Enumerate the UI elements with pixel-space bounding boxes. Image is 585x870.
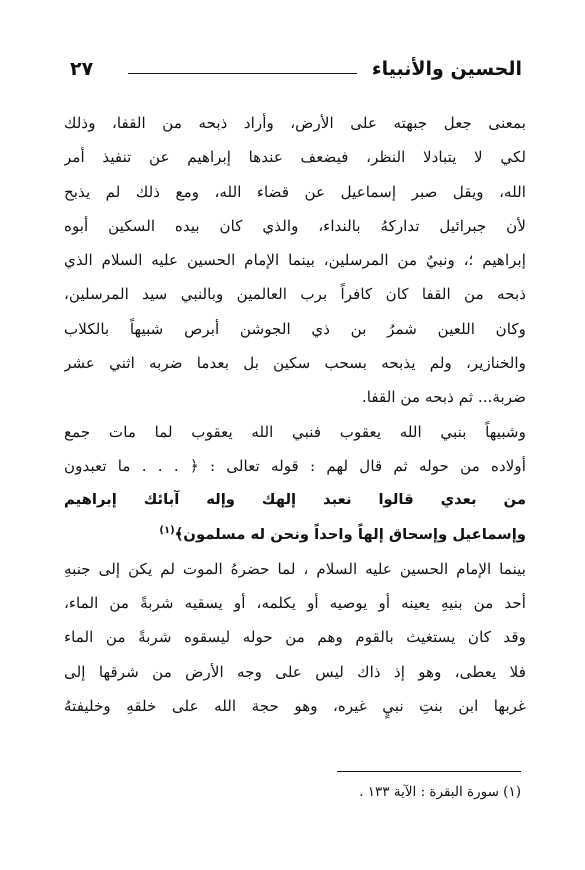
body-text [64, 106, 526, 723]
text-line: وكان اللعين شمرُ بن ذي الجوشن أبرص شبيهاً بالكلاب [64, 319, 526, 338]
text-line: لكي لا يتبادلا النظر، فيضعف عندها إبراهيم عن تنفيذ أمر [64, 148, 526, 167]
text-line: فلا يعطى، وهو إذ ذاك ليس على وجه الأرض من شرقها إلى [64, 662, 526, 681]
text-line: أولاده من حوله ثم قال لهم : قوله تعالى : ﴿ . . . ما تعبدون [64, 456, 526, 475]
text-line: غربها ابن بنتِ نبيٍ غيره، وهو حجة الله على خلقهِ وخليفتهُ [64, 697, 526, 716]
text-line: ذبحه من القفا كان كافراً برب العالمين وبالنبي سيد المرسلين، [64, 285, 526, 304]
footnote-rule [337, 771, 521, 772]
footnote: (١) سورة البقرة : الآية ١٣٣ . [359, 784, 521, 800]
running-title: الحسين والأنبياء [371, 58, 522, 80]
page-header [70, 56, 522, 86]
text-line: لأن جبرائيل تداركهُ بالنداء، والذي كان بيده السكين أبوه [64, 216, 526, 235]
text-line-paragraph-end: ضربة... ثم ذبحه من القفا. [361, 388, 526, 407]
header-rule [128, 73, 357, 74]
text-line: وقد كان يستغيث بالقوم وهم من حوله ليسقوه شربةً من الماء [64, 628, 526, 647]
text-line: إبراهيم ؛، ونبيٌ من المرسلين، بينما الإمام الحسين عليه السلام الذي [64, 251, 526, 270]
text-line: بينما الإمام الحسين عليه السلام ، لما حضرهُ الموت لم يكن إلى جنبهِ [64, 559, 526, 578]
page-number: ٢٧ [70, 58, 94, 80]
quran-verse-text: وإسماعيل وإسحاق إلهاً واحداً ونحن له مسلمون﴾ [174, 525, 526, 543]
text-line: أحد من بنيهِ يعينه أو يوصيه أو يكلمه، أو يسقيه شربةً من الماء، [64, 594, 526, 613]
text-line: وشبيهاً بنبي الله يعقوب فنبي الله يعقوب لما مات جمع [64, 422, 526, 441]
footnote-marker: (١) [159, 524, 175, 536]
quran-verse-line-end [64, 518, 526, 552]
text-line: والخنازير، ولم يذبحه بسحب سكين بل بعدما ضربه اثني عشر [64, 354, 526, 373]
quran-verse-line: من بعدي قالوا نعبد إلهك وإله آبائك إبراهيم [64, 491, 526, 509]
text-line: بمعنى جعل جبهته على الأرض، وأراد ذبحه من القفا، وذلك [64, 114, 526, 132]
text-line: الله، ويقل صبر إسماعيل عن قضاء الله، ومع ذلك لم يذبح [64, 182, 526, 201]
